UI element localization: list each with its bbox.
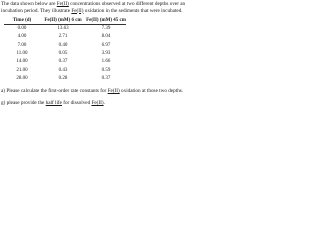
cell-45cm: 0.37 xyxy=(101,75,111,81)
question-g-text-3: . xyxy=(103,100,105,106)
question-a xyxy=(1,88,183,95)
table-row xyxy=(4,42,126,50)
cell-time: 28.00 xyxy=(16,75,28,81)
cell-6cm: 13.63 xyxy=(57,26,69,32)
table-row xyxy=(4,33,126,41)
cell-45cm: 1.66 xyxy=(101,59,111,65)
table-row xyxy=(4,75,126,83)
fe-term-3: Fe(II) xyxy=(107,88,120,94)
cell-45cm: 8.04 xyxy=(101,34,111,40)
half-life-term: half life xyxy=(45,100,62,106)
intro-text-2: concentrations observed at two different depths over an incubation period. They illustrate xyxy=(1,1,186,14)
question-a-text-2: oxidation at those two depths. xyxy=(119,88,184,94)
header-45cm: Fe(II) (mM) 45 cm xyxy=(86,17,126,23)
intro-paragraph xyxy=(1,1,199,14)
header-time: Time (d) xyxy=(4,17,40,25)
fe-term-1: Fe(II) xyxy=(56,1,69,7)
cell-6cm: 0.37 xyxy=(58,59,68,65)
fe-term-4: Fe(II) xyxy=(91,100,104,106)
cell-6cm: 0.40 xyxy=(58,42,68,48)
question-a-text-1: a) Please calculate the first-order rate constants for xyxy=(1,88,108,94)
cell-time: 4.00 xyxy=(17,34,27,40)
cell-time: 11.00 xyxy=(16,51,28,57)
cell-time: 7.00 xyxy=(17,42,27,48)
table-row xyxy=(4,66,126,74)
cell-time: 0.00 xyxy=(17,26,27,32)
fe-term-2: Fe(II) xyxy=(71,7,84,14)
cell-45cm: 3.93 xyxy=(101,51,111,57)
cell-6cm: 0.05 xyxy=(58,51,68,57)
cell-6cm: 0.28 xyxy=(58,75,68,81)
table-row xyxy=(4,58,126,66)
concentration-table xyxy=(4,17,126,83)
question-g-text-1: g) please provide the xyxy=(1,100,46,106)
table-row xyxy=(4,50,126,58)
cell-45cm: 7.39 xyxy=(101,26,111,32)
question-g-text-2: for dissolved xyxy=(61,100,92,106)
table-row xyxy=(4,25,126,34)
cell-time: 21.00 xyxy=(16,67,28,73)
cell-6cm: 0.43 xyxy=(58,67,68,73)
table-header-row xyxy=(4,17,126,25)
intro-text-3: oxidation in the sediments that were incubated. xyxy=(83,7,183,14)
cell-6cm: 2.71 xyxy=(58,34,68,40)
header-6cm: Fe(II) (mM) 6 cm xyxy=(40,17,86,25)
cell-45cm: 6.97 xyxy=(101,42,111,48)
question-g xyxy=(1,100,105,107)
intro-text-1: The data shown below are xyxy=(1,1,57,7)
cell-45cm: 0.59 xyxy=(101,67,111,73)
cell-time: 14.00 xyxy=(16,59,28,65)
